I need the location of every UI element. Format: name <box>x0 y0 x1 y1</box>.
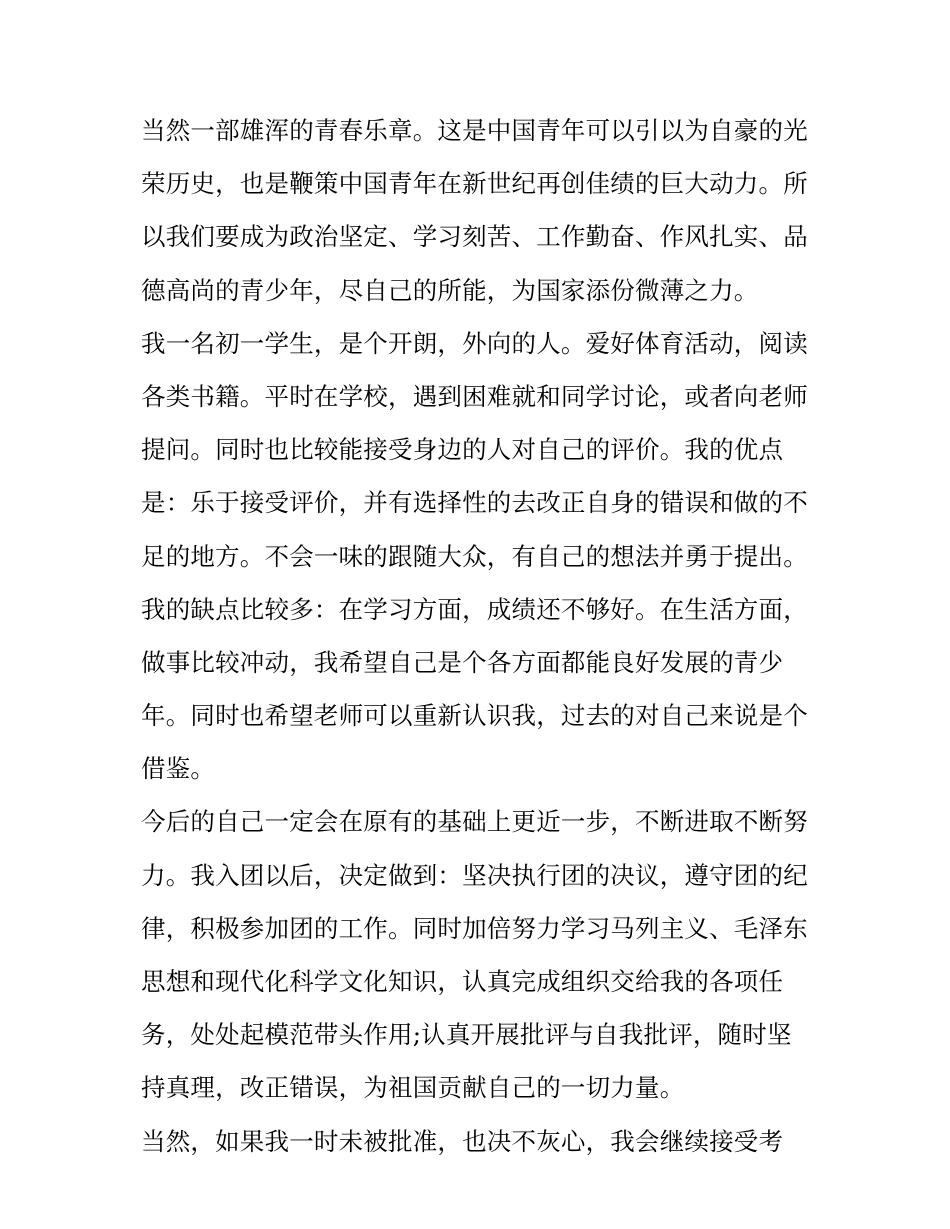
text-line: 律，积极参加团的工作。同时加倍努力学习马列主义、毛泽东 <box>141 913 808 943</box>
text-line: 持真理，改正错误，为祖国贡献自己的一切力量。 <box>141 1073 685 1103</box>
text-line: 务，处处起模范带头作用;认真开展批评与自我批评，随时坚 <box>141 1020 792 1050</box>
text-line: 年。同时也希望老师可以重新认识我，过去的对自己来说是个 <box>141 701 808 731</box>
text-line: 做事比较冲动，我希望自己是个各方面都能良好发展的青少 <box>141 647 784 677</box>
document-body <box>141 104 821 1168</box>
text-line: 借鉴。 <box>141 754 216 784</box>
text-line: 是：乐于接受评价，并有选择性的去改正自身的错误和做的不 <box>141 488 808 518</box>
text-line: 今后的自己一定会在原有的基础上更近一步，不断进取不断努 <box>141 807 808 837</box>
text-line: 我的缺点比较多：在学习方面，成绩还不够好。在生活方面， <box>141 594 808 624</box>
text-line: 德高尚的青少年，尽自己的所能，为国家添份微薄之力。 <box>141 275 759 305</box>
text-line: 足的地方。不会一味的跟随大众，有自己的想法并勇于提出。 <box>141 541 808 571</box>
text-line: 思想和现代化科学文化知识，认真完成组织交给我的各项任 <box>141 967 784 996</box>
text-line: 我一名初一学生，是个开朗，外向的人。爱好体育活动，阅读 <box>141 328 808 358</box>
text-line: 当然，如果我一时未被批准，也决不灰心，我会继续接受考 <box>141 1126 784 1156</box>
text-line: 力。我入团以后，决定做到：坚决执行团的决议，遵守团的纪 <box>141 860 808 890</box>
text-line: 当然一部雄浑的青春乐章。这是中国青年可以引以为自豪的光 <box>141 116 808 145</box>
text-line: 提问。同时也比较能接受身边的人对自己的评价。我的优点 <box>141 435 784 465</box>
text-line: 各类书籍。平时在学校，遇到困难就和同学讨论，或者向老师 <box>141 381 808 411</box>
text-line: 荣历史，也是鞭策中国青年在新世纪再创佳绩的巨大动力。所 <box>141 169 808 199</box>
text-line: 以我们要成为政治坚定、学习刻苦、工作勤奋、作风扎实、品 <box>141 222 808 252</box>
